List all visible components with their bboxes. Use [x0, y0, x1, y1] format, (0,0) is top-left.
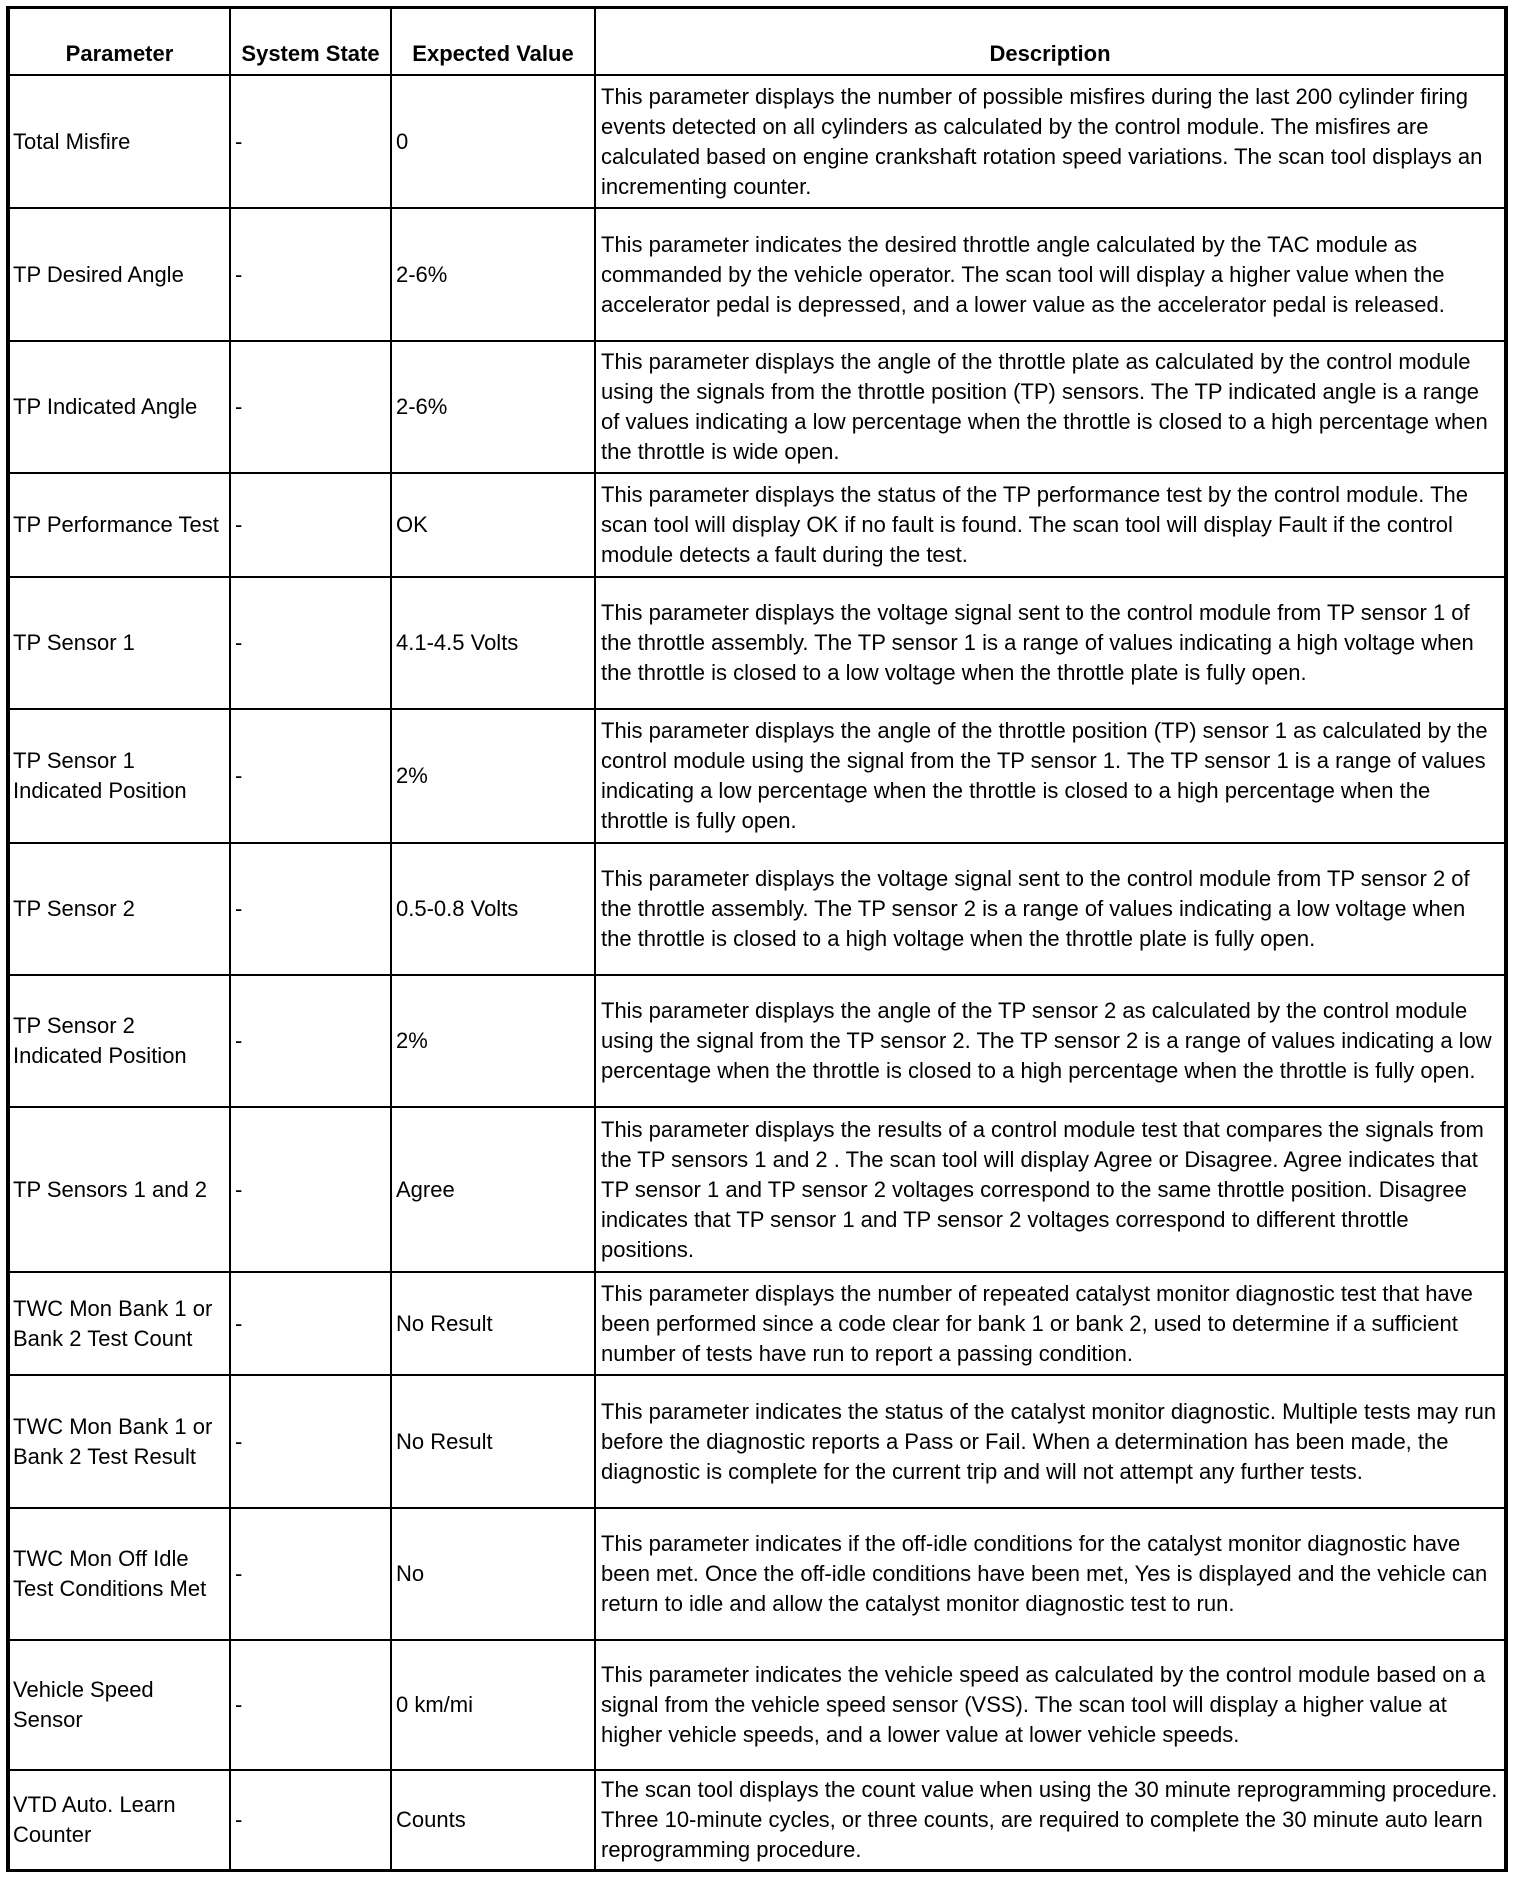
table-row: [8, 473, 1506, 577]
table-row: [8, 1272, 1506, 1375]
system-state: -: [230, 208, 391, 341]
system-state: -: [230, 1770, 391, 1870]
parameter-name: TWC Mon Off Idle Test Conditions Met: [8, 1508, 230, 1640]
description: This parameter displays the angle of the throttle position (TP) sensor 1 as calculated by the control module using the signal from the TP sensor 1. The TP sensor 1 is a range of values indicating a low percentage when the throttle is closed to a high percentage when the throttle is fully open.: [595, 709, 1506, 843]
expected-value: OK: [391, 473, 595, 577]
description: This parameter indicates the desired throttle angle calculated by the TAC module as commanded by the vehicle operator. The scan tool will display a higher value when the accelerator pedal is depressed, and a lower value as the accelerator pedal is released.: [595, 208, 1506, 341]
parameter-name: TP Sensor 2 Indicated Position: [8, 975, 230, 1107]
system-state: -: [230, 473, 391, 577]
table-row: [8, 709, 1506, 843]
system-state: -: [230, 1107, 391, 1272]
parameter-name: Vehicle Speed Sensor: [8, 1640, 230, 1770]
table-row: [8, 208, 1506, 341]
system-state: -: [230, 1272, 391, 1375]
table-row: [8, 1375, 1506, 1508]
table-row: [8, 843, 1506, 975]
system-state: -: [230, 1508, 391, 1640]
expected-value: No Result: [391, 1272, 595, 1375]
parameter-name: TP Performance Test: [8, 473, 230, 577]
expected-value: 4.1-4.5 Volts: [391, 577, 595, 709]
system-state: -: [230, 1375, 391, 1508]
expected-value: No: [391, 1508, 595, 1640]
header-system-state: System State: [230, 8, 391, 76]
description: This parameter displays the number of repeated catalyst monitor diagnostic test that have been performed since a code clear for bank 1 or bank 2, used to determine if a sufficient number of tests have run to report a passing condition.: [595, 1272, 1506, 1375]
description: This parameter displays the angle of the TP sensor 2 as calculated by the control module using the signal from the TP sensor 2. The TP sensor 2 is a range of values indicating a low percentage when the throttle is closed to a high percentage when the throttle is fully open.: [595, 975, 1506, 1107]
header-parameter: Parameter: [8, 8, 230, 76]
parameter-name: TP Sensors 1 and 2: [8, 1107, 230, 1272]
system-state: -: [230, 75, 391, 208]
table-row: [8, 1770, 1506, 1870]
parameter-name: VTD Auto. Learn Counter: [8, 1770, 230, 1870]
parameter-name: TWC Mon Bank 1 or Bank 2 Test Result: [8, 1375, 230, 1508]
parameter-name: Total Misfire: [8, 75, 230, 208]
system-state: -: [230, 709, 391, 843]
description: This parameter indicates the vehicle speed as calculated by the control module based on a signal from the vehicle speed sensor (VSS). The scan tool will display a higher value at higher vehicle speeds, and a lower value at lower vehicle speeds.: [595, 1640, 1506, 1770]
expected-value: Counts: [391, 1770, 595, 1870]
table-row: [8, 975, 1506, 1107]
parameter-name: TP Sensor 2: [8, 843, 230, 975]
description: This parameter displays the voltage signal sent to the control module from TP sensor 2 of the throttle assembly. The TP sensor 2 is a range of values indicating a low voltage when the throttle is closed to a high voltage when the throttle plate is fully open.: [595, 843, 1506, 975]
description: This parameter displays the number of possible misfires during the last 200 cylinder firing events detected on all cylinders as calculated by the control module. The misfires are calculated based on engine crankshaft rotation speed variations. The scan tool displays an incrementing counter.: [595, 75, 1506, 208]
description: This parameter displays the results of a control module test that compares the signals from the TP sensors 1 and 2 . The scan tool will display Agree or Disagree. Agree indicates that TP sensor 1 and TP sensor 2 voltages correspond to the same throttle position. Disagree indicates that TP sensor 1 and TP sensor 2 voltages correspond to different throttle positions.: [595, 1107, 1506, 1272]
parameter-name: TP Indicated Angle: [8, 341, 230, 473]
table-row: [8, 75, 1506, 208]
header-description: Description: [595, 8, 1506, 76]
table-row: [8, 1508, 1506, 1640]
parameter-name: TP Sensor 1: [8, 577, 230, 709]
parameter-name: TP Sensor 1 Indicated Position: [8, 709, 230, 843]
system-state: -: [230, 341, 391, 473]
expected-value: 0.5-0.8 Volts: [391, 843, 595, 975]
system-state: -: [230, 843, 391, 975]
description: The scan tool displays the count value when using the 30 minute reprogramming procedure. Three 10-minute cycles, or three counts, are required to complete the 30 minute auto learn reprogramming procedure.: [595, 1770, 1506, 1870]
expected-value: 0: [391, 75, 595, 208]
system-state: -: [230, 975, 391, 1107]
description: This parameter indicates the status of the catalyst monitor diagnostic. Multiple tests may run before the diagnostic reports a Pass or Fail. When a determination has been made, the diagnostic is complete for the current trip and will not attempt any further tests.: [595, 1375, 1506, 1508]
expected-value: 0 km/mi: [391, 1640, 595, 1770]
system-state: -: [230, 1640, 391, 1770]
description: This parameter displays the status of the TP performance test by the control module. The scan tool will display OK if no fault is found. The scan tool will display Fault if the control module detects a fault during the test.: [595, 473, 1506, 577]
table-row: [8, 577, 1506, 709]
header-row: [8, 8, 1506, 76]
description: This parameter displays the voltage signal sent to the control module from TP sensor 1 of the throttle assembly. The TP sensor 1 is a range of values indicating a high voltage when the throttle is closed to a low voltage when the throttle plate is fully open.: [595, 577, 1506, 709]
system-state: -: [230, 577, 391, 709]
expected-value: 2%: [391, 975, 595, 1107]
expected-value: 2%: [391, 709, 595, 843]
expected-value: Agree: [391, 1107, 595, 1272]
header-expected-value: Expected Value: [391, 8, 595, 76]
expected-value: 2-6%: [391, 341, 595, 473]
table-row: [8, 1107, 1506, 1272]
table-row: [8, 341, 1506, 473]
table-row: [8, 1640, 1506, 1770]
description: This parameter indicates if the off-idle conditions for the catalyst monitor diagnostic have been met. Once the off-idle conditions have been met, Yes is displayed and the vehicle can return to idle and allow the catalyst monitor diagnostic test to run.: [595, 1508, 1506, 1640]
expected-value: No Result: [391, 1375, 595, 1508]
parameter-name: TP Desired Angle: [8, 208, 230, 341]
parameter-table: [6, 6, 1508, 1872]
parameter-name: TWC Mon Bank 1 or Bank 2 Test Count: [8, 1272, 230, 1375]
expected-value: 2-6%: [391, 208, 595, 341]
description: This parameter displays the angle of the throttle plate as calculated by the control module using the signals from the throttle position (TP) sensors. The TP indicated angle is a range of values indicating a low percentage when the throttle is closed to a high percentage when the throttle is wide open.: [595, 341, 1506, 473]
